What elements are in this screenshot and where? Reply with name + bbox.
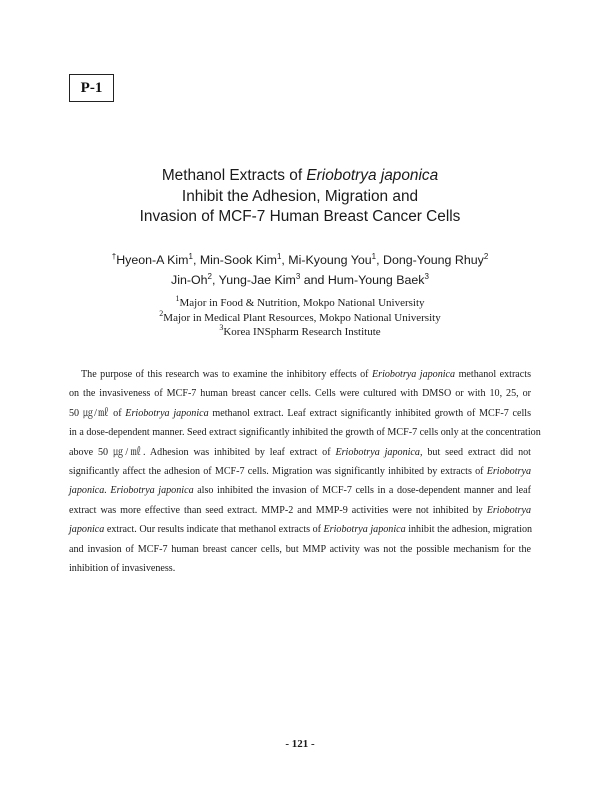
- affiliation-mark: 3: [219, 323, 224, 332]
- abstract-paragraph: [69, 365, 541, 578]
- title-line-3: Invasion of MCF-7 Human Breast Cancer Cells: [139, 208, 461, 225]
- abstract-line: [69, 481, 531, 500]
- affiliation-item: [0, 308, 600, 326]
- abstract-line: [69, 365, 531, 384]
- title-line-1: [0, 166, 600, 187]
- author-affil-mark: 2: [207, 272, 212, 281]
- author-name: , Min-Sook Kim: [192, 253, 277, 267]
- abstract-text: extract. Our results indicate that methanol extracts of: [104, 524, 324, 536]
- poster-number-label: P-1: [69, 74, 114, 102]
- paper-title: [0, 166, 600, 228]
- author-affil-mark: 3: [295, 272, 301, 281]
- abstract-text: significantly affect the adhesion of MCF-7 cells. Migration was significantly inhibited by extracts of: [69, 466, 487, 478]
- author-affil-mark: 1: [188, 252, 193, 261]
- corresponding-author-mark: †: [111, 252, 117, 261]
- abstract-text: inhibit the adhesion, migration: [405, 524, 533, 536]
- abstract-line: [69, 404, 531, 423]
- abstract-line: inhibition of invasiveness.: [69, 563, 176, 575]
- author-name: , Yung-Jae Kim: [212, 273, 296, 287]
- author-name: and Hum-Young Baek: [300, 273, 425, 287]
- species-name: Eriobotrya japonica: [371, 369, 456, 380]
- affiliation-item: [0, 325, 600, 340]
- author-name: Jin-Oh: [171, 273, 208, 287]
- author-name: , Mi-Kyoung You: [281, 253, 372, 267]
- abstract-text: also inhibited the invasion of MCF-7 cells in a dose-dependent manner and leaf: [193, 485, 532, 497]
- page-number: - 121 -: [285, 738, 315, 750]
- abstract-text: The purpose of this research was to examine the inhibitory effects of: [81, 369, 372, 380]
- title-species-name: Eriobotrya japonica: [306, 167, 439, 184]
- species-name: Eriobotrya japonica: [323, 524, 406, 536]
- affiliation-text: Major in Food & Nutrition, Mokpo National University: [179, 297, 425, 309]
- species-name: Eriobotrya japonica: [125, 407, 209, 419]
- abstract-text: methanol extracts: [455, 369, 531, 380]
- author-line-1: [0, 250, 600, 270]
- abstract-text: but seed extract did not: [422, 446, 531, 458]
- abstract-text: methanol extract. Leaf extract significantly inhibited growth of MCF-7 cells: [208, 407, 531, 419]
- abstract-text: above 50 ㎍/㎖. Adhesion was inhibited by leaf extract of: [69, 446, 336, 458]
- species-name: Eriobotrya: [486, 504, 531, 516]
- author-affil-mark: 2: [483, 252, 489, 261]
- author-name: , Dong-Young Rhuy: [376, 253, 484, 267]
- abstract-line: and invasion of MCF-7 human breast cancer cells, but MMP activity was not the possible mechanism for the: [69, 543, 531, 555]
- abstract-text: 50 ㎍/㎖ of: [69, 407, 126, 419]
- abstract-line: on the invasiveness of MCF-7 human breast cancer cells. Cells were cultured with DMSO or with 10, 25, or: [69, 388, 531, 400]
- affiliation-mark: 2: [159, 308, 164, 318]
- author-line-2: [0, 270, 600, 290]
- species-name: Eriobotrya japonica,: [335, 446, 423, 458]
- author-affil-mark: 1: [276, 252, 282, 261]
- abstract-line: in a dose-dependent manner. Seed extract significantly inhibited the growth of MCF-7 cells only at the concentration: [69, 427, 541, 439]
- abstract-line: [69, 462, 531, 481]
- species-name: japonica. Eriobotrya japonica: [69, 485, 194, 497]
- affiliation-text: Major in Medical Plant Resources, Mokpo National University: [163, 311, 441, 324]
- author-affil-mark: 1: [371, 252, 377, 261]
- title-line-1-text: Methanol Extracts of: [161, 167, 307, 184]
- author-list: [0, 250, 600, 290]
- author-name: Hyeon-A Kim: [116, 253, 189, 267]
- title-line-2: Inhibit the Adhesion, Migration and: [181, 187, 419, 205]
- affiliation-mark: 1: [175, 294, 180, 303]
- abstract-line: [69, 443, 531, 462]
- species-name: japonica: [69, 524, 105, 536]
- author-affil-mark: 3: [424, 272, 429, 281]
- affiliation-item: [0, 296, 600, 311]
- species-name: Eriobotrya: [486, 466, 531, 478]
- affiliation-list: [0, 296, 600, 340]
- abstract-text: extract was more effective than seed extract. MMP-2 and MMP-9 activities were not inhibited by: [69, 504, 487, 516]
- abstract-line: [69, 520, 531, 539]
- abstract-line: [69, 501, 531, 520]
- affiliation-text: Korea INSpharm Research Institute: [223, 326, 381, 338]
